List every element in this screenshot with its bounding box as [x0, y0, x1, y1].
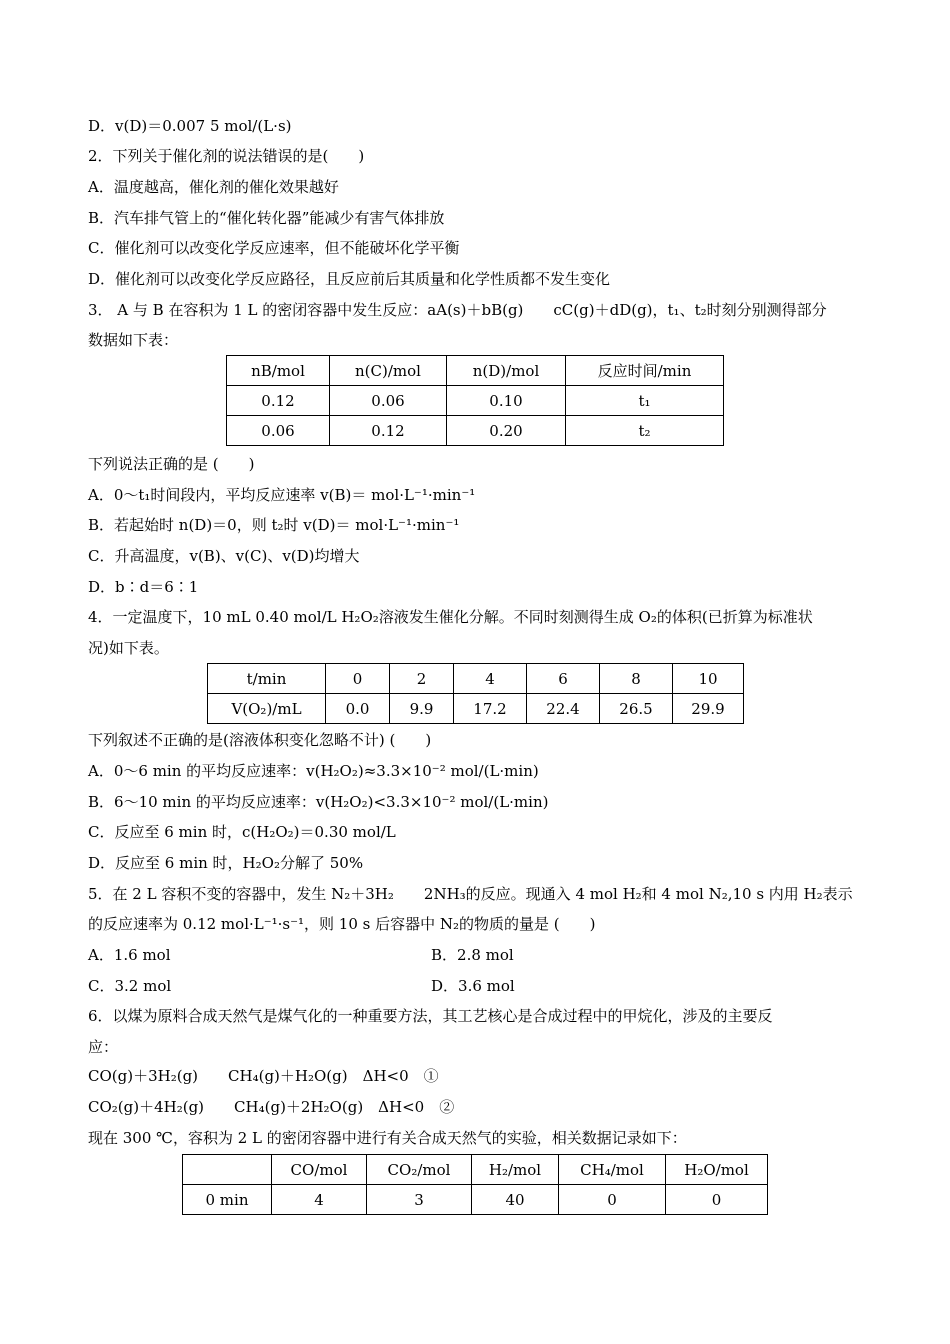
q3-lead: 下列说法正确的是 ( ): [88, 455, 255, 473]
table-header-cell: 反应时间/min: [566, 356, 724, 386]
table-cell: 10: [673, 664, 744, 694]
table-row: [227, 416, 724, 446]
q6-lead: 现在 300 ℃，容积为 2 L 的密闭容器中进行有关合成天然气的实验，相关数据记录如下：: [88, 1129, 687, 1147]
q6-stem-cont: 应：: [88, 1038, 119, 1056]
table-cell: 6: [527, 664, 600, 694]
table-cell: 0: [326, 664, 390, 694]
table-row: [208, 664, 744, 694]
q3-option-d: D．b∶d＝6∶1: [88, 578, 199, 596]
q3-option-c: C．升高温度，v(B)、v(C)、v(D)均增大: [88, 547, 360, 565]
q4-option-a: A．0～6 min 的平均反应速率：v(H₂O₂)≈3.3×10⁻² mol/(L·min): [88, 762, 539, 780]
table-cell: t₂: [566, 416, 724, 446]
q2-stem: 2．下列关于催化剂的说法错误的是( ): [88, 147, 365, 165]
table-cell: 0.06: [330, 386, 447, 416]
table-cell: 0.10: [447, 386, 566, 416]
table-cell: 0 min: [183, 1185, 272, 1215]
q5-option-c: C．3.2 mol: [88, 977, 172, 995]
q5-option-a: A．1.6 mol: [88, 946, 171, 964]
table-header-row: [227, 356, 724, 386]
q3-reaction-left: aA(s)＋bB(g): [427, 301, 524, 319]
table-header-cell: n(C)/mol: [330, 356, 447, 386]
table-header-cell: t/min: [208, 664, 326, 694]
table-header-cell: nB/mol: [227, 356, 330, 386]
table-header-cell: CO₂/mol: [367, 1155, 472, 1185]
q2-option-a: A．温度越高，催化剂的催化效果越好: [88, 178, 339, 196]
table-header-cell: [183, 1155, 272, 1185]
table-cell: 22.4: [527, 694, 600, 724]
q6-stem: 6．以煤为原料合成天然气是煤气化的一种重要方法，其工艺核心是合成过程中的甲烷化，涉及的主要反: [88, 1007, 773, 1025]
q3-option-a: A．0～t₁时间段内，平均反应速率 v(B)＝ mol·L⁻¹·min⁻¹: [88, 486, 476, 504]
table-cell: 0.20: [447, 416, 566, 446]
table-cell: 0.06: [227, 416, 330, 446]
q2-option-d: D．催化剂可以改变化学反应路径，且反应前后其质量和化学性质都不发生变化: [88, 270, 611, 288]
q6-reaction-2: CO₂(g)＋4H₂(g) CH₄(g)＋2H₂O(g) ΔH<0 ②: [88, 1098, 455, 1116]
q4-table: [207, 663, 744, 724]
q6-reaction-1: CO(g)＋3H₂(g) CH₄(g)＋H₂O(g) ΔH<0 ①: [88, 1067, 439, 1085]
table-header-cell: V(O₂)/mL: [208, 694, 326, 724]
q2-option-c: C．催化剂可以改变化学反应速率，但不能破坏化学平衡: [88, 239, 460, 257]
q4-lead: 下列叙述不正确的是(溶液体积变化忽略不计) ( ): [88, 731, 432, 749]
table-cell: 4: [272, 1185, 367, 1215]
q4-stem-cont: 况)如下表。: [88, 639, 169, 657]
table-cell: 29.9: [673, 694, 744, 724]
table-cell: 0.12: [227, 386, 330, 416]
table-header-row: [183, 1155, 768, 1185]
table-cell: 0.0: [326, 694, 390, 724]
table-cell: 8: [600, 664, 673, 694]
table-cell: 0: [559, 1185, 666, 1215]
q5-stem: 5．在 2 L 容积不变的容器中，发生 N₂＋3H₂ 2NH₃的反应。现通入 4 mol H₂和 4 mol N₂,10 s 内用 H₂表示: [88, 885, 853, 903]
q4-stem: 4．一定温度下，10 mL 0.40 mol/L H₂O₂溶液发生催化分解。不同时刻测得生成 O₂的体积(已折算为标准状: [88, 608, 813, 626]
table-cell: 2: [390, 664, 454, 694]
q5-option-b: B．2.8 mol: [431, 946, 514, 964]
table-cell: 4: [454, 664, 527, 694]
table-row: [183, 1185, 768, 1215]
table-header-cell: CO/mol: [272, 1155, 367, 1185]
table-header-cell: n(D)/mol: [447, 356, 566, 386]
table-cell: 0.12: [330, 416, 447, 446]
q3-reaction-right: cC(g)＋dD(g)，: [553, 301, 668, 319]
q4-option-c: C．反应至 6 min 时，c(H₂O₂)＝0.30 mol/L: [88, 823, 396, 841]
table-cell: t₁: [566, 386, 724, 416]
q3-option-b: B．若起始时 n(D)＝0，则 t₂时 v(D)＝ mol·L⁻¹·min⁻¹: [88, 516, 460, 534]
q1-option-d: D．v(D)＝0.007 5 mol/(L·s): [88, 117, 292, 135]
q4-option-b: B．6～10 min 的平均反应速率：v(H₂O₂)<3.3×10⁻² mol/(L·min): [88, 793, 549, 811]
q5-option-d: D．3.6 mol: [431, 977, 515, 995]
table-cell: 26.5: [600, 694, 673, 724]
q4-option-d: D．反应至 6 min 时，H₂O₂分解了 50%: [88, 854, 364, 872]
table-row: [227, 386, 724, 416]
q3-stem: 3． A 与 B 在容积为 1 L 的密闭容器中发生反应：aA(s)＋bB(g) cC(g)＋dD(g)，t₁、t₂时刻分别测得部分: [88, 301, 827, 319]
q5-stem-cont: 的反应速率为 0.12 mol·L⁻¹·s⁻¹，则 10 s 后容器中 N₂的物质的量是 ( ): [88, 915, 596, 933]
q3-table: [226, 355, 724, 446]
table-cell: 0: [666, 1185, 768, 1215]
q6-table: [182, 1154, 768, 1215]
table-header-cell: CH₄/mol: [559, 1155, 666, 1185]
table-cell: 17.2: [454, 694, 527, 724]
q2-option-b: B．汽车排气管上的“催化转化器”能减少有害气体排放: [88, 209, 445, 227]
table-row: [208, 694, 744, 724]
table-cell: 40: [472, 1185, 559, 1215]
table-cell: 3: [367, 1185, 472, 1215]
table-header-cell: H₂O/mol: [666, 1155, 768, 1185]
table-cell: 9.9: [390, 694, 454, 724]
table-header-cell: H₂/mol: [472, 1155, 559, 1185]
q3-stem-cont: 数据如下表：: [88, 331, 179, 349]
